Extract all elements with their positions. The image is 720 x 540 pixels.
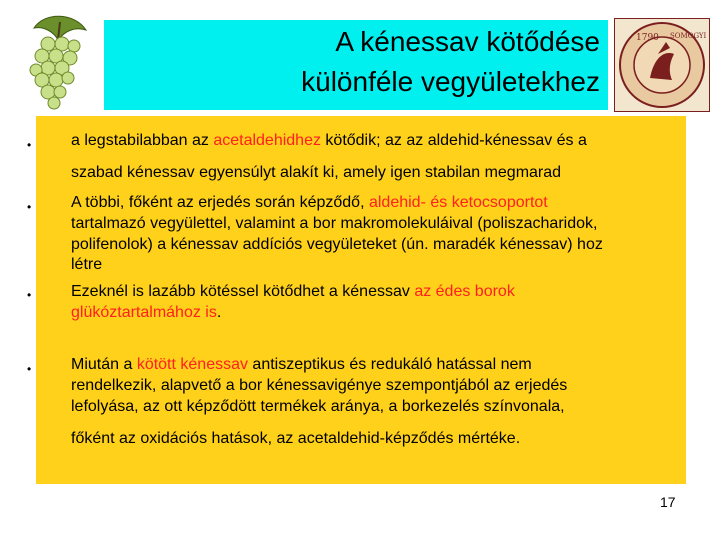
bullet-marker: • — [27, 362, 32, 376]
bullet-marker: • — [27, 288, 32, 302]
bullet-1-line-2: szabad kénessav egyensúlyt alakít ki, amely igen stabilan megmarad — [71, 164, 562, 181]
bullet-4-line-4: főként az oxidációs hatások, az acetaldehid-képződés mértéke. — [71, 430, 521, 447]
highlighted-term: aldehid- és ketocsoportot — [368, 194, 548, 211]
bullet-marker: • — [27, 200, 32, 214]
library-seal-logo — [614, 18, 710, 112]
highlighted-term: glükóztartalmához is — [71, 304, 217, 321]
text-segment: Miután a — [71, 356, 137, 373]
text-segment: . — [216, 304, 222, 321]
bullet-marker: • — [27, 138, 32, 152]
content-area — [27, 116, 686, 484]
slide-title-line-2: különféle vegyületekhez — [301, 66, 600, 97]
page-number: 17 — [660, 494, 676, 510]
highlighted-term: kötött kénessav — [136, 356, 248, 373]
text-segment: A többi, főként az erjedés során képződő, — [71, 194, 369, 211]
bullet-4-line-2: rendelkezik, alapvető a bor kénessavigénye szempontjából az erjedés — [71, 377, 568, 394]
text-segment: Ezeknél is lazább kötéssel kötődhet a kénessav — [71, 283, 415, 300]
slide-title-line-1: A kénessav kötődése — [335, 26, 600, 57]
text-segment: a legstabilabban az — [71, 132, 214, 149]
svg-text:1790: 1790 — [636, 33, 659, 43]
bullet-2-line-3: polifenolok) a kénessav addíciós vegyületeket (ún. maradék kénessav) hoz — [71, 236, 603, 253]
bullet-2-line-2: tartalmazó vegyülettel, valamint a bor makromolekuláival (poliszacharidok, — [71, 215, 598, 232]
bullet-4-line-1 — [71, 354, 667, 376]
text-segment: antiszeptikus és redukáló hatással nem — [247, 356, 532, 373]
bullet-4-line-3: lefolyása, az ott képződött termékek aránya, a borkezelés színvonala, — [71, 398, 565, 415]
bullet-2-line-4: létre — [71, 256, 103, 273]
bullet-2-line-1 — [71, 192, 667, 214]
bullet-3-line-1 — [71, 281, 667, 303]
bullet-1-line-1 — [71, 130, 667, 152]
grapes-illustration — [14, 10, 92, 110]
highlighted-term: acetaldehidhez — [213, 132, 321, 149]
title-banner — [104, 20, 608, 110]
bullet-3-line-2 — [71, 302, 667, 324]
highlighted-term: az édes borok — [414, 283, 515, 300]
text-segment: kötődik; az az aldehid-kénessav és a — [320, 132, 587, 149]
svg-text:SOMOGYI: SOMOGYI — [670, 32, 707, 40]
